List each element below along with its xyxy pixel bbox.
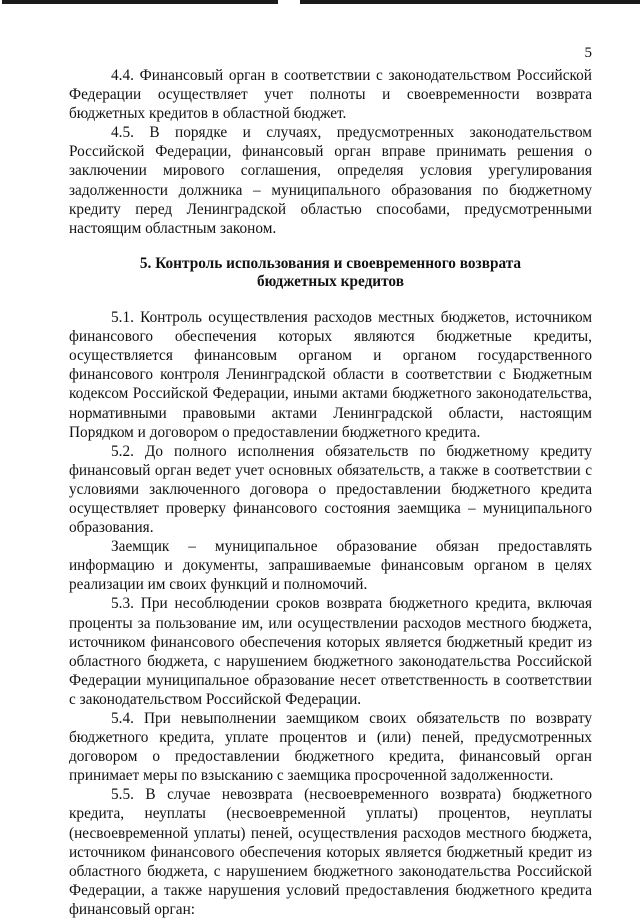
scan-border-left	[2, 0, 278, 4]
paragraph-5-2: 5.2. До полного исполнения обязательств по бюджетному кредиту финансовый орган ведет учет основных обязательств, а также в соответствии с условиями заключенного договора о предоставлении бюджетного кредита осуществляет проверку финансового состояния заемщика – муниципального образования.	[69, 442, 592, 537]
section-5-title-line-1: 5. Контроль использования и своевременного возврата	[139, 254, 522, 272]
paragraph-4-4: 4.4. Финансовый орган в соответствии с законодательством Российской Федерации осуществляет учет полноты и своевременности возврата бюджетных кредитов в областной бюджет.	[69, 67, 592, 123]
document-body	[69, 66, 592, 919]
section-5-title-line-2: бюджетных кредитов	[257, 273, 404, 291]
paragraph-5-5: 5.5. В случае невозврата (несвоевременного возврата) бюджетного кредита, неуплаты (несвоевременной уплаты) процентов, неуплаты (несвоевременной уплаты) пеней, осуществления расходов местного бюджета, источником финансового обеспечения которых является бюджетный кредит из областного бюджета, с нарушением бюджетного законодательства Российской Федерации, а также нарушения условий предоставления бюджетного кредита финансовый орган:	[69, 786, 592, 918]
section-5-heading	[69, 255, 592, 292]
page-number: 5	[584, 45, 592, 61]
scan-border-right	[300, 0, 640, 4]
scan-top-edge	[0, 0, 640, 8]
paragraph-5-1: 5.1. Контроль осуществления расходов местных бюджетов, источником финансового обеспечения которых являются бюджетные кредиты, осуществляется финансовым органом и органом государственного финансового контроля Ленинградской области в соответствии с Бюджетным кодексом Российской Федерации, иными актами бюджетного законодательства, нормативными правовыми актами Ленинградской области, настоящим Порядком и договором о предоставлении бюджетного кредита.	[69, 309, 592, 441]
paragraph-5-3: 5.3. При несоблюдении сроков возврата бюджетного кредита, включая проценты за пользование им, или осуществлении расходов местного бюджета, источником финансового обеспечения которых является бюджетный кредит из областного бюджета, с нарушением бюджетного законодательства Российской Федерации муниципальное образование несет ответственность в соответствии с законодательством Российской Федерации.	[69, 595, 592, 708]
paragraph-4-5: 4.5. В порядке и случаях, предусмотренных законодательством Российской Федерации, финансовый орган вправе принимать решения о заключении мирового соглашения, определяя условия урегулирования задолженности должника – муниципального образования по бюджетному кредиту перед Ленинградской областью способами, предусмотренными настоящим областным законом.	[69, 124, 592, 237]
paragraph-borrower-obligation: Заемщик – муниципальное образование обязан предоставлять информацию и документы, запрашиваемые финансовым органом в целях реализации им своих функций и полномочий.	[69, 538, 592, 594]
paragraph-5-4: 5.4. При невыполнении заемщиком своих обязательств по возврату бюджетного кредита, уплате процентов и (или) пеней, предусмотренных договором о предоставлении бюджетного кредита, финансовый орган принимает меры по взысканию с заемщика просроченной задолженности.	[69, 710, 592, 785]
